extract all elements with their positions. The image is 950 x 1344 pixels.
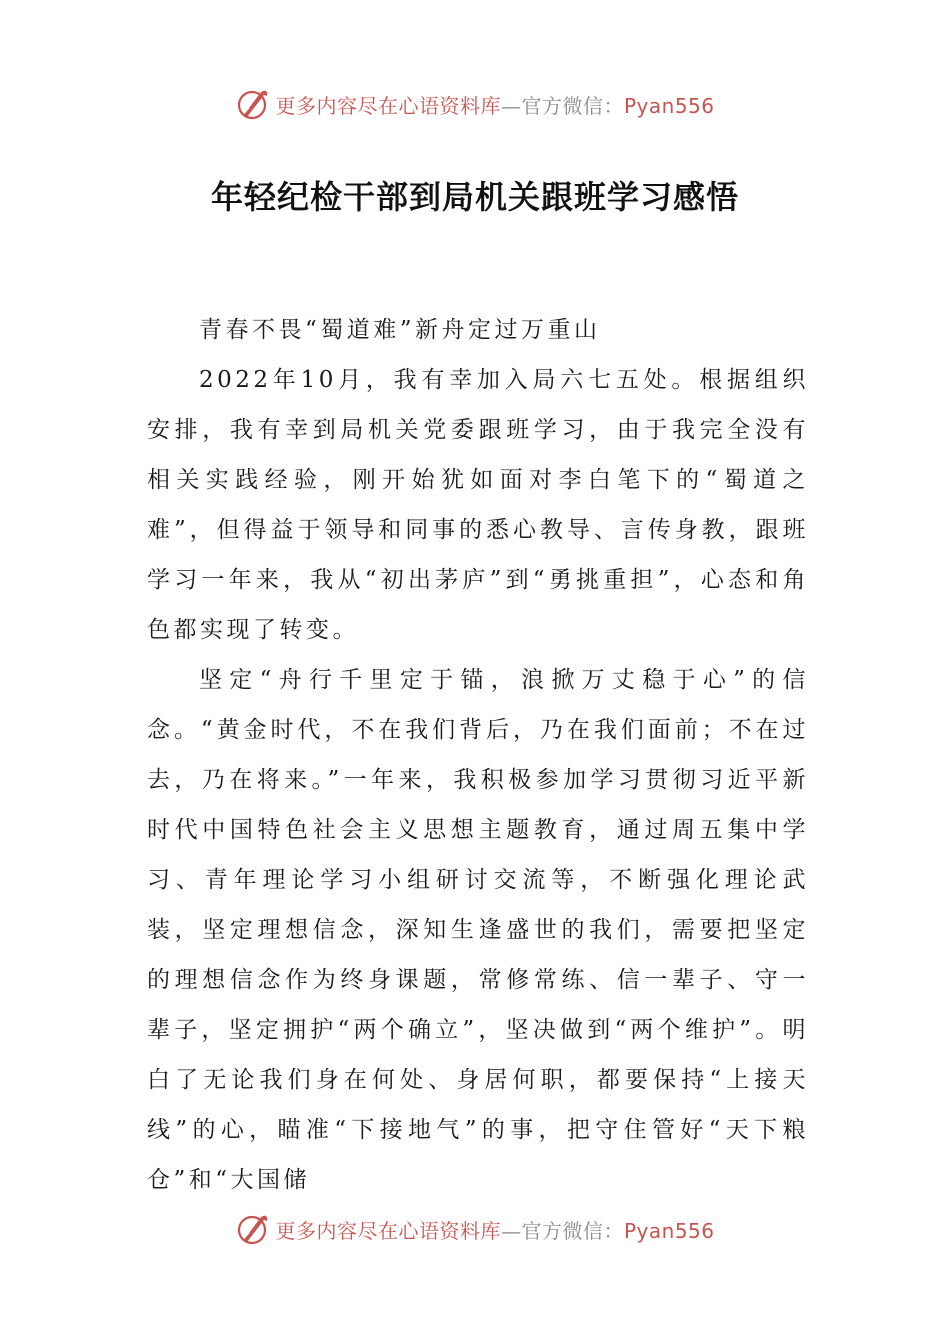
body-paragraph: 坚定“舟行千里定于锚，浪掀万丈稳于心”的信念。“黄金时代，不在我们背后，乃在我们面前；不在过去，乃在将来。”一年来，我积极参加学习贯彻习近平新时代中国特色社会主义思想主题教育，通过周五集中学习、青年理论学习小组研讨交流等，不断强化理论武装，坚定理想信念，深知生逢盛世的我们，需要把坚定的理想信念作为终身课题，常修常练、信一辈子、守一辈子，坚定拥护“两个确立”，坚决做到“两个维护”。明白了无论我们身在何处、身居何职，都要保持“上接天线”的心，瞄准“下接地气”的事，把守住管好“天下粮仓”和“大国储	[147, 667, 809, 1193]
document-title: 年轻纪检干部到局机关跟班学习感悟	[210, 178, 739, 216]
document-body	[147, 305, 809, 1205]
banner-text	[275, 90, 714, 119]
header-banner	[0, 84, 950, 124]
banner-wechat-label: 官方微信：	[521, 93, 624, 118]
banner-wechat-handle: Pyan556	[623, 93, 715, 118]
banner-brand: 更多内容尽在心语资料库	[275, 93, 501, 118]
footer-banner	[0, 1209, 950, 1249]
subtitle-paragraph: 青春不畏“蜀道难”新舟定过万重山	[199, 317, 601, 343]
banner-dash: —	[500, 93, 522, 118]
body-paragraph: 2022年10月，我有幸加入局六七五处。根据组织安排，我有幸到局机关党委跟班学习，由于我完全没有相关实践经验，刚开始犹如面对李白笔下的“蜀道之难”，但得益于领导和同事的悉心教导、言传身教，跟班学习一年来，我从“初出茅庐”到“勇挑重担”，心态和角色都实现了转变。	[147, 367, 809, 643]
banner-text	[275, 1215, 714, 1244]
quill-pen-logo-icon	[235, 86, 271, 122]
banner-dash: —	[500, 1218, 522, 1243]
banner-wechat-handle: Pyan556	[623, 1218, 715, 1243]
quill-pen-logo-icon	[235, 1211, 271, 1247]
banner-wechat-label: 官方微信：	[521, 1218, 624, 1243]
banner-brand: 更多内容尽在心语资料库	[275, 1218, 501, 1243]
